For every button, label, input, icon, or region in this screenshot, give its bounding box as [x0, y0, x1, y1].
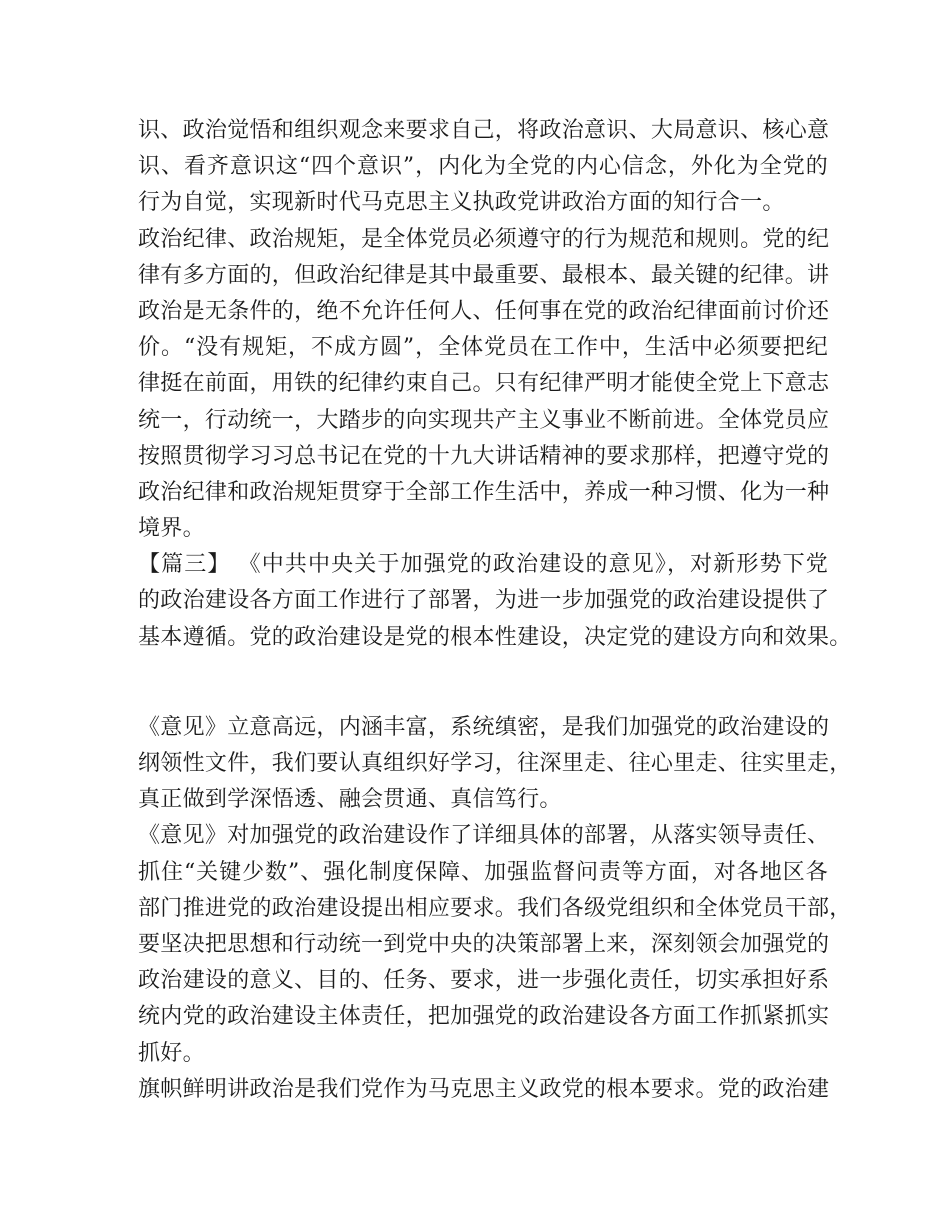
text-line: 识、看齐意识这“四个意识”，内化为全党的内心信念，外化为全党的 — [138, 154, 828, 180]
text-line: 统一，行动统一，大踏步的向实现共产主义事业不断前进。全体党员应 — [138, 407, 830, 433]
text-line: 抓好。 — [138, 1040, 205, 1066]
text-line: 境界。 — [138, 516, 205, 542]
text-line: 【篇三】 《中共中央关于加强党的政治建设的意见》，对新形势下党 — [138, 552, 828, 578]
text-line: 识、政治觉悟和组织观念来要求自己，将政治意识、大局意识、核心意 — [138, 118, 830, 143]
text-line: 统内党的政治建设主体责任，把加强党的政治建设各方面工作抓紧抓实 — [138, 1004, 830, 1030]
text-line: 律有多方面的，但政治纪律是其中最重要、最根本、最关键的纪律。讲 — [138, 262, 830, 288]
text-line: 的政治建设各方面工作进行了部署，为进一步加强党的政治建设提供了 — [138, 588, 830, 614]
document-body — [138, 113, 852, 1108]
text-line: 纲领性文件，我们要认真组织好学习，往深里走、往心里走、往实里走， — [138, 751, 852, 776]
text-line: 部门推进党的政治建设提出相应要求。我们各级党组织和全体党员干部， — [138, 895, 852, 921]
text-line: 政治纪律和政治规矩贯穿于全部工作生活中，养成一种习惯、化为一种 — [138, 479, 830, 505]
text-line: 政治是无条件的，绝不允许任何人、任何事在党的政治纪律面前讨价还 — [138, 298, 830, 324]
text-line: 价。“没有规矩，不成方圆”，全体党员在工作中，生活中必须要把纪 — [138, 335, 828, 361]
text-line: 律挺在前面，用铁的纪律约束自己。只有纪律严明才能使全党上下意志 — [138, 371, 830, 397]
text-line: 抓住“关键少数”、强化制度保障、加强监督问责等方面，对各地区各 — [138, 859, 828, 885]
text-line: 要坚决把思想和行动统一到党中央的决策部署上来，深刻领会加强党的 — [138, 931, 830, 957]
text-line: 旗帜鲜明讲政治是我们党作为马克思主义政党的根本要求。党的政治建 — [138, 1076, 830, 1102]
text-line: 行为自觉，实现新时代马克思主义执政党讲政治方面的知行合一。 — [138, 190, 785, 216]
text-line: 政治纪律、政治规矩，是全体党员必须遵守的行为规范和规则。党的纪 — [138, 226, 830, 252]
text-line: 政治建设的意义、目的、任务、要求，进一步强化责任，切实承担好系 — [138, 968, 830, 994]
text-line: 《意见》立意高远，内涵丰富，系统缜密，是我们加强党的政治建设的 — [138, 714, 830, 740]
blank-line — [138, 656, 828, 710]
text-line: 基本遵循。党的政治建设是党的根本性建设，决定党的建设方向和效果。 — [138, 624, 852, 650]
text-line: 《意见》对加强党的政治建设作了详细具体的部署，从落实领导责任、 — [138, 823, 830, 849]
text-line: 按照贯彻学习习总书记在党的十九大讲话精神的要求那样，把遵守党的 — [138, 443, 830, 469]
text-line: 真正做到学深悟透、融会贯通、真信笃行。 — [138, 787, 562, 813]
